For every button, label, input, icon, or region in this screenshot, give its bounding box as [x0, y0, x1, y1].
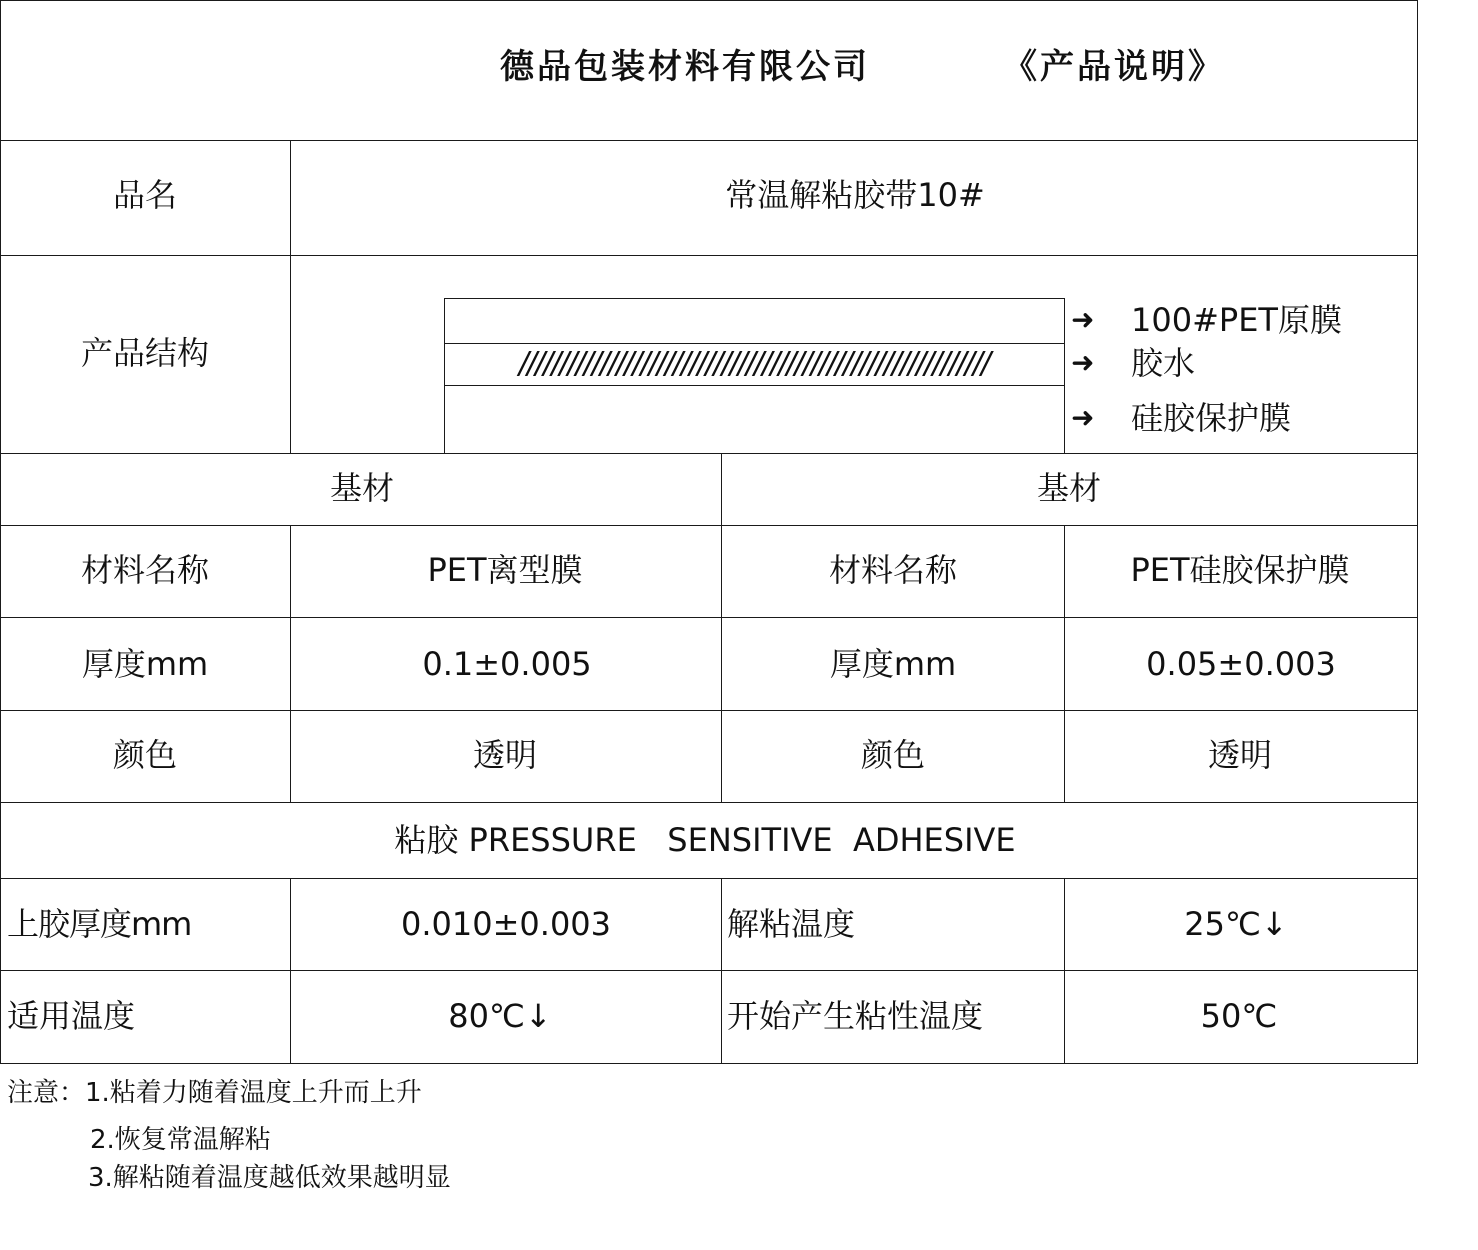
arrow-right-icon: ➜ [1071, 346, 1095, 379]
table-border-bottom [0, 1063, 1418, 1064]
table-cell-label: 材料名称 [828, 551, 958, 589]
substrate-heading-right: 基材 [1036, 469, 1102, 507]
document-title: 《产品说明》 [1003, 47, 1225, 87]
table-line [0, 453, 1418, 454]
layer-label-glue: 胶水 [1131, 344, 1196, 382]
adhesive-heading: 粘胶 PRESSURE SENSITIVE ADHESIVE [394, 821, 1016, 859]
layer-line [444, 298, 445, 454]
table-line [0, 617, 1418, 618]
table-line [0, 878, 1418, 879]
table-cell-label: 上胶厚度mm [7, 905, 192, 943]
table-line [290, 525, 291, 803]
table-border-right [1417, 0, 1418, 1064]
note-line: 2.恢复常温解粘 [90, 1125, 271, 1155]
table-line [290, 140, 291, 454]
table-cell-label: 颜色 [860, 736, 926, 774]
table-cell-value: 0.010±0.003 [400, 905, 612, 943]
table-line [0, 525, 1418, 526]
table-cell-label: 适用温度 [7, 997, 136, 1035]
note-line: 3.解粘随着温度越低效果越明显 [88, 1163, 451, 1193]
table-line [1064, 525, 1065, 803]
table-cell-value: 0.05±0.003 [1146, 645, 1336, 683]
table-cell-label: 厚度mm [81, 645, 209, 683]
table-cell-value: 透明 [472, 736, 538, 774]
table-cell-label: 颜色 [112, 736, 178, 774]
table-border-left [0, 0, 1, 1064]
company-name: 德品包装材料有限公司 [500, 47, 870, 87]
table-line [0, 140, 1418, 141]
table-border-top [0, 0, 1418, 1]
table-cell-value: 50℃ [1200, 997, 1278, 1035]
layer-line [1064, 298, 1065, 454]
table-line [1064, 878, 1065, 1064]
table-cell-label: 开始产生粘性温度 [727, 997, 984, 1035]
table-cell-label: 解粘温度 [727, 905, 856, 943]
table-cell-value: PET硅胶保护膜 [1130, 551, 1350, 589]
table-cell-value: PET离型膜 [427, 551, 583, 589]
layer-line [444, 298, 1065, 299]
table-line [290, 878, 291, 1064]
table-cell-value: 0.1±0.005 [422, 645, 592, 683]
table-line [0, 970, 1418, 971]
substrate-heading-left: 基材 [329, 469, 395, 507]
adhesive-layer-hatch: ////////////////////////////////////////////////////////// [518, 346, 990, 381]
table-line [721, 878, 722, 1064]
arrow-right-icon: ➜ [1071, 303, 1095, 336]
table-cell-value: 透明 [1207, 736, 1273, 774]
note-line: 注意：1.粘着力随着温度上升而上升 [7, 1078, 422, 1108]
table-cell-value: 80℃↓ [448, 997, 552, 1035]
table-line [721, 453, 722, 803]
structure-label: 产品结构 [80, 334, 210, 372]
table-cell-label: 厚度mm [829, 645, 957, 683]
product-name-label: 品名 [112, 176, 178, 214]
table-line [0, 710, 1418, 711]
layer-line [444, 385, 1065, 386]
table-line [0, 802, 1418, 803]
table-line [0, 255, 1418, 256]
layer-label-silicone: 硅胶保护膜 [1131, 399, 1292, 437]
layer-label-pet: 100#PET原膜 [1131, 301, 1342, 339]
layer-line [444, 343, 1065, 344]
table-cell-label: 材料名称 [80, 551, 210, 589]
product-name-value: 常温解粘胶带10# [725, 176, 985, 214]
arrow-right-icon: ➜ [1071, 401, 1095, 434]
table-cell-value: 25℃↓ [1184, 905, 1288, 943]
